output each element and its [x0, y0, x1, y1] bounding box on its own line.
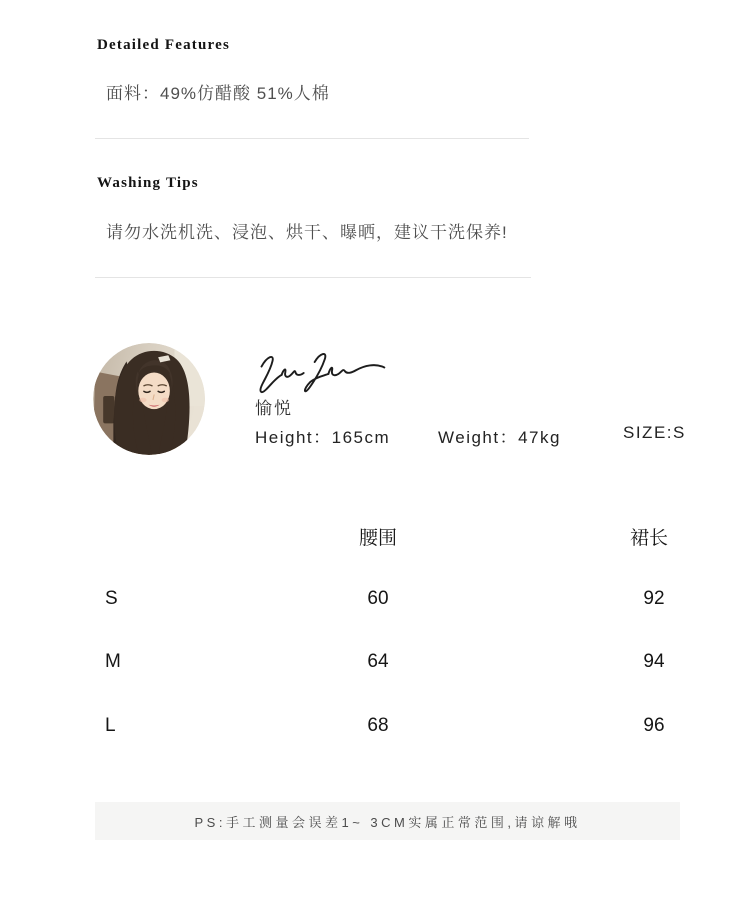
size-label: M	[105, 651, 121, 672]
size-table	[95, 0, 705, 900]
model-size: SIZE:S	[623, 423, 686, 442]
detailed-features-heading: Detailed Features	[97, 37, 231, 53]
washing-tips-heading: Washing Tips	[97, 175, 199, 191]
skirt-length-value: 92	[643, 588, 665, 609]
measurement-note-bar	[95, 802, 680, 840]
column-header-waist: 腰围	[358, 528, 397, 549]
fabric-composition-text: 面料：49%仿醋酸 51%人棉	[106, 84, 330, 103]
skirt-length-value: 94	[643, 651, 665, 672]
waist-value: 68	[367, 715, 389, 736]
model-weight: Weight：47kg	[438, 428, 561, 447]
size-label: S	[105, 588, 118, 609]
measurement-note-text: PS:手工测量会误差1~ 3CM实属正常范围,请谅解哦	[194, 814, 581, 830]
skirt-length-value: 96	[643, 715, 665, 736]
waist-value: 60	[367, 588, 389, 609]
brand-name: 愉悦	[255, 399, 293, 418]
waist-value: 64	[367, 651, 389, 672]
column-header-skirt-length: 裙长	[629, 528, 668, 549]
size-label: L	[105, 715, 116, 736]
model-height: Height：165cm	[255, 428, 391, 447]
washing-instructions-text: 请勿水洗机洗、浸泡、烘干、曝晒，建议干洗保养!	[106, 223, 508, 242]
